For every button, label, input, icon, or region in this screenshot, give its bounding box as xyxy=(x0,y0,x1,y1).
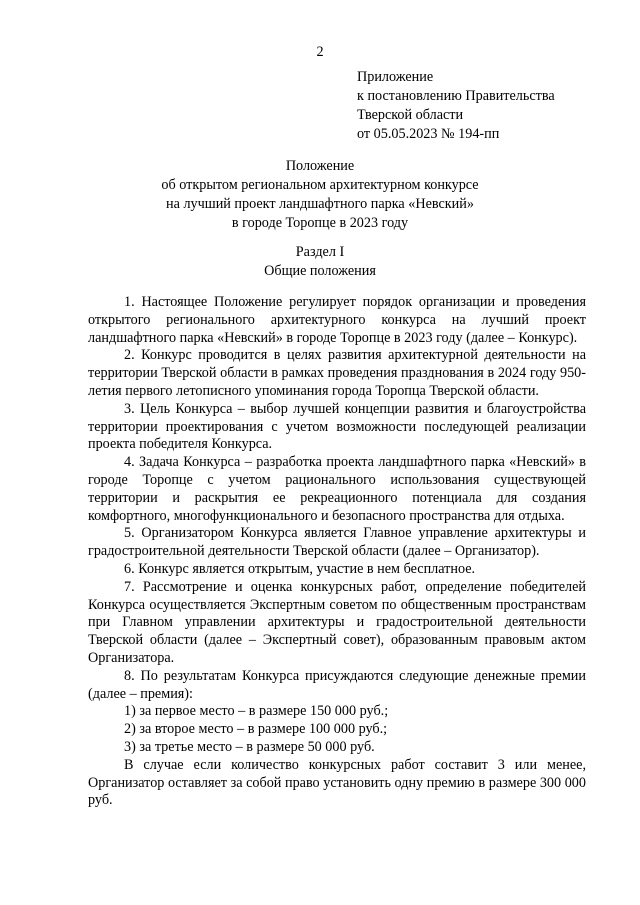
list-item: 1) за первое место – в размере 150 000 руб.; xyxy=(124,703,389,720)
title-line: об открытом региональном архитектурном конкурсе xyxy=(161,177,479,193)
appendix-line: Приложение xyxy=(357,69,434,85)
body-text xyxy=(88,294,586,810)
appendix-line: к постановлению Правительства xyxy=(357,88,555,104)
appendix-header xyxy=(357,68,555,144)
paragraph: 3. Цель Конкурса – выбор лучшей концепции развития и благоустройства территории проектирования с учетом возможности последующей реализации проекта победителя Конкурса. xyxy=(88,400,586,453)
title-line: Положение xyxy=(285,158,355,174)
title-line: на лучший проект ландшафтного парка «Невский» xyxy=(166,196,474,212)
section-heading xyxy=(0,243,640,281)
appendix-line: от 05.05.2023 № 194-пп xyxy=(357,126,500,142)
appendix-line: Тверской области xyxy=(357,107,464,123)
paragraph: 2. Конкурс проводится в целях развития архитектурной деятельности на территории Тверской области в рамках проведения празднования в 2024 году 950-летия первого летописного упоминания города Торопца Тверской области. xyxy=(88,347,586,399)
list-item: 3) за третье место – в размере 50 000 руб. xyxy=(124,738,375,755)
document-title xyxy=(0,157,640,233)
section-name: Общие положения xyxy=(264,263,376,279)
paragraph: 7. Рассмотрение и оценка конкурсных работ, определение победителей Конкурса осуществляется Экспертным советом по общественным пространствам при Главном управлении архитектуры и градостроительной деятельности Тверской области (далее – Экспертный совет), образованным правовым актом Организатора. xyxy=(88,578,586,666)
paragraph: 1. Настоящее Положение регулирует порядок организации и проведения открытого регионального архитектурного конкурса на лучший проект ландшафтного парка «Невский» в городе Торопце в 2023 году (далее – Конкурс). xyxy=(88,294,586,346)
paragraph: 4. Задача Конкурса – разработка проекта ландшафтного парка «Невский» в городе Торопце с учетом рационального использования существующей территории и раскрытия ее рекреационного потенциала для создания комфортного, многофункционального и безопасного пространства для отдыха. xyxy=(88,454,586,524)
page-number: 2 xyxy=(316,44,324,60)
title-line: в городе Торопце в 2023 году xyxy=(231,215,409,231)
paragraph: 8. По результатам Конкурса присуждаются следующие денежные премии (далее – премия): xyxy=(88,667,586,702)
list-item: 2) за второе место – в размере 100 000 руб.; xyxy=(124,721,388,738)
paragraph: 6. Конкурс является открытым, участие в нем бесплатное. xyxy=(124,560,476,577)
paragraph: В случае если количество конкурсных работ составит 3 или менее, Организатор оставляет за собой право установить одну премию в размере 300 000 руб. xyxy=(88,756,586,809)
paragraph: 5. Организатором Конкурса является Главное управление архитектуры и градостроительной деятельности Тверской области (далее – Организатор). xyxy=(88,525,586,560)
section-number: Раздел I xyxy=(295,244,345,260)
